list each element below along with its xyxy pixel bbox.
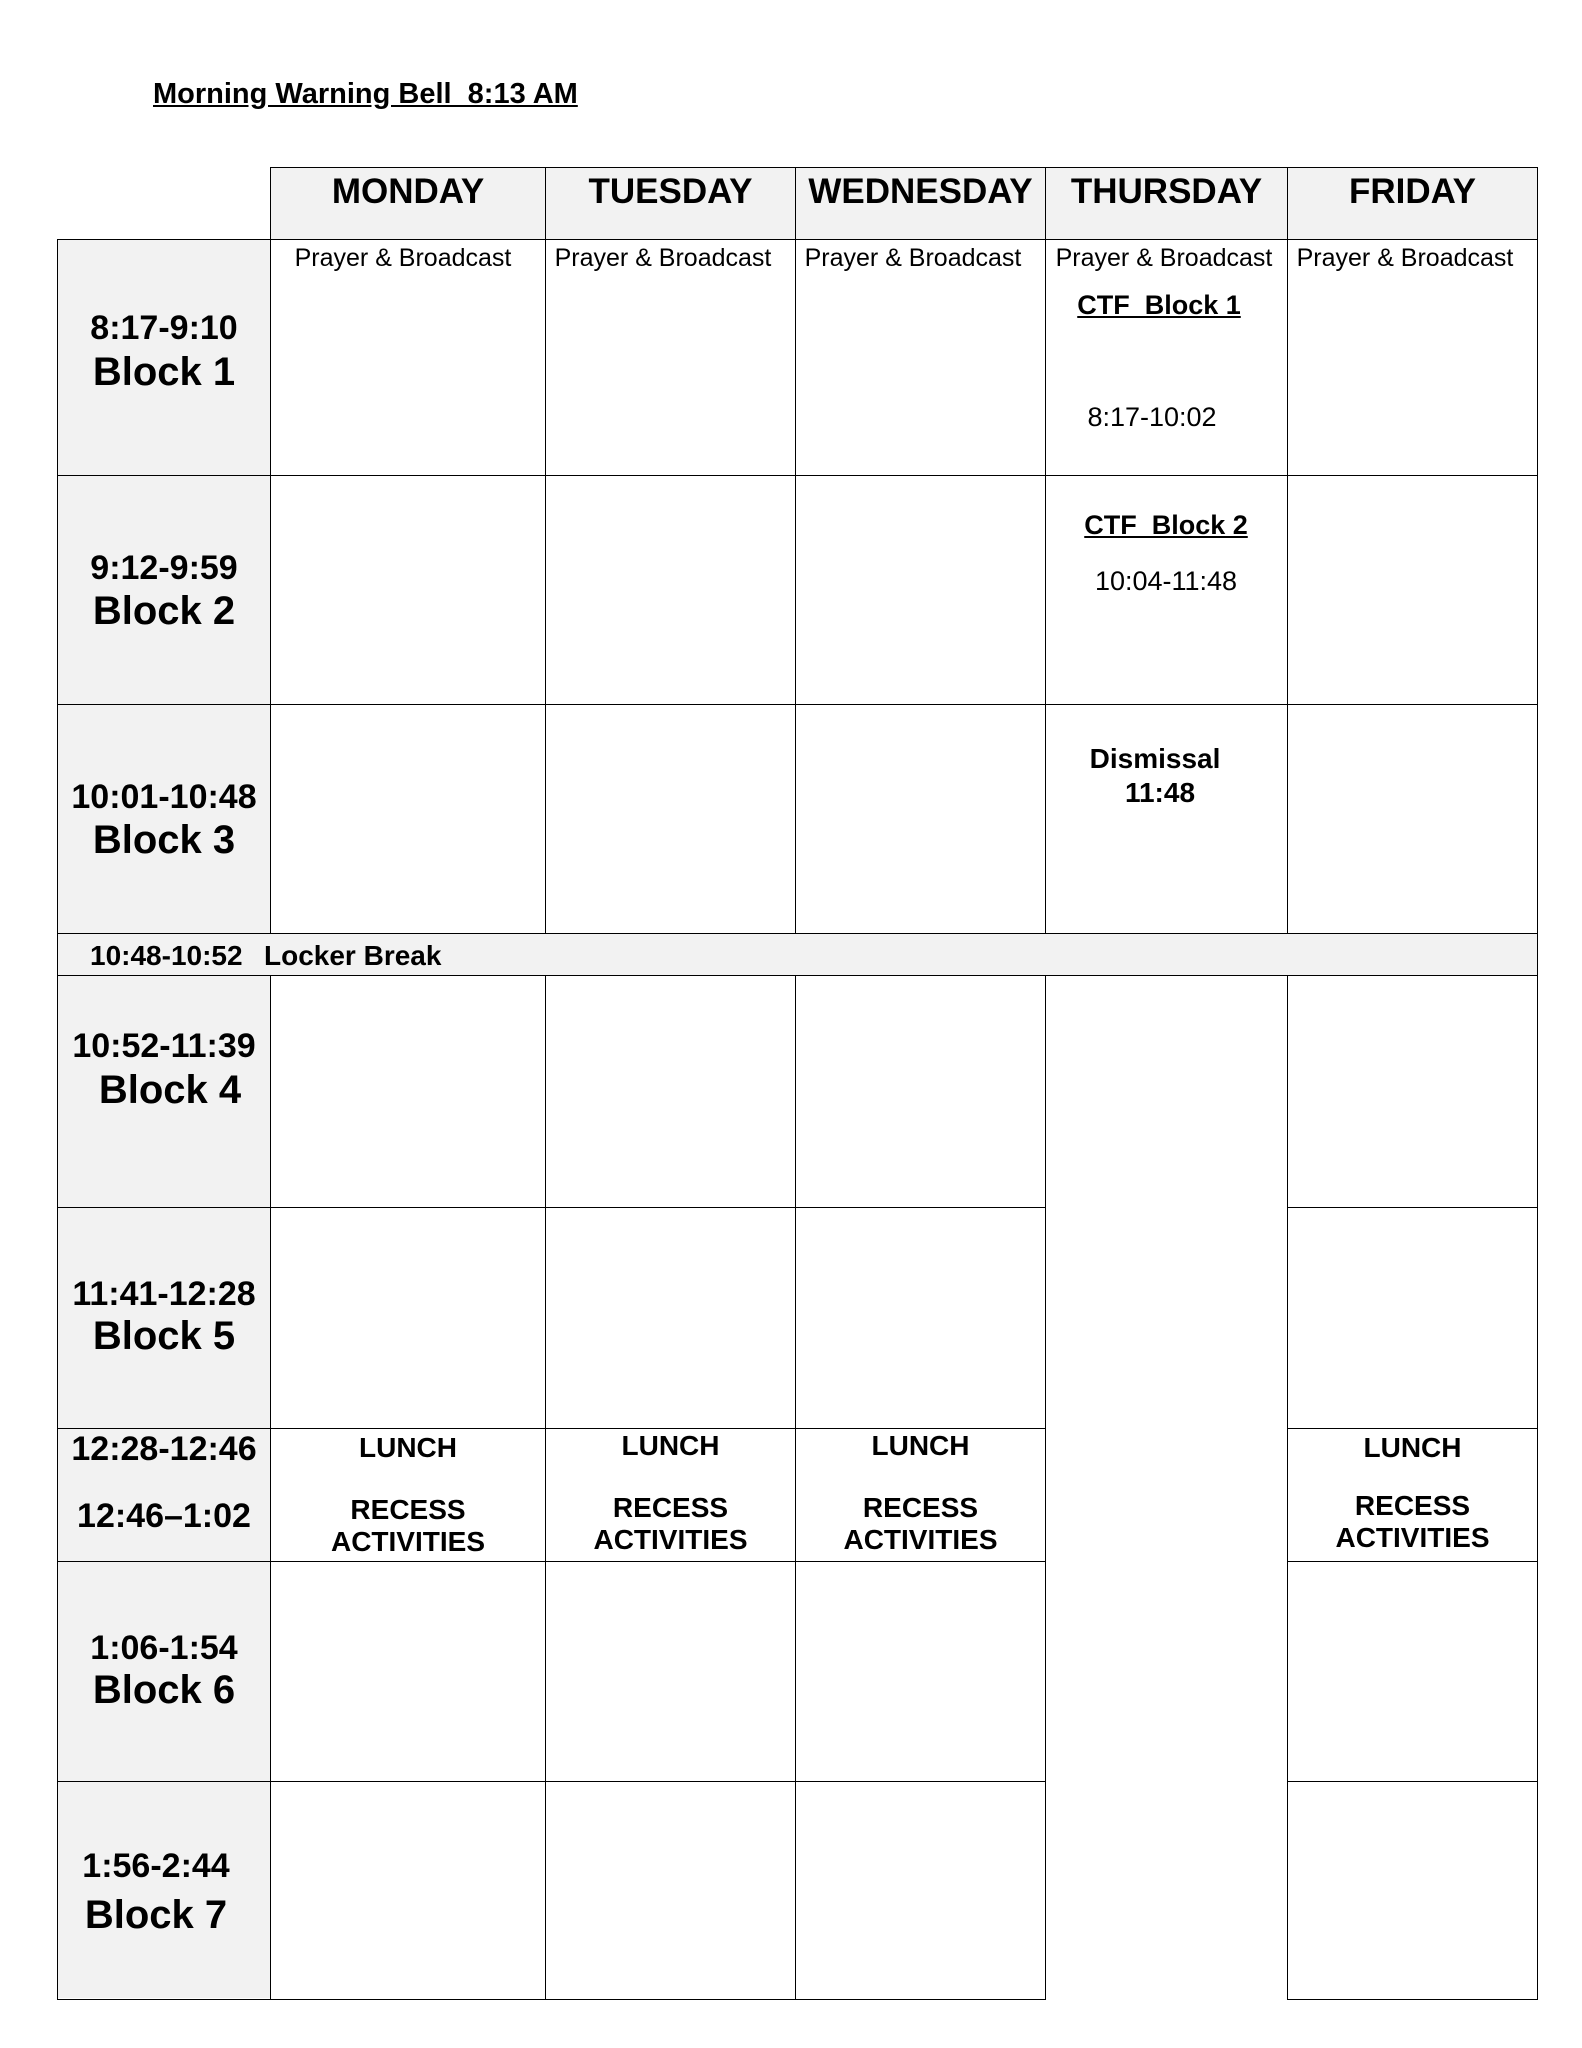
grid-line (57, 239, 58, 1999)
lunch-cell-tuesday (546, 1430, 795, 1556)
block2-time: 9:12-9:59 (90, 549, 238, 587)
activities-label: ACTIVITIES (843, 1524, 998, 1555)
grid-line (1045, 167, 1046, 933)
grid-line (1287, 1207, 1538, 1208)
block1-label: Block 1 (92, 350, 236, 394)
block4-label: Block 4 (98, 1068, 242, 1112)
grid-line (270, 167, 1538, 168)
thursday-ctf-block2-time: 10:04-11:48 (1094, 566, 1238, 596)
grid-line (545, 975, 546, 1999)
lunch-row-time-2: 12:46–1:02 (77, 1497, 251, 1535)
grid-line (57, 975, 1538, 976)
grid-line (57, 1999, 1046, 2000)
block2-label: Block 2 (92, 589, 236, 633)
grid-line (795, 167, 796, 933)
prayer-broadcast-tuesday: Prayer & Broadcast (554, 244, 772, 272)
prayer-broadcast-monday: Prayer & Broadcast (294, 244, 512, 272)
lunch-label: LUNCH (359, 1432, 457, 1463)
grid-line (57, 475, 1538, 476)
block3-label: Block 3 (92, 818, 236, 862)
lunch-label: LUNCH (871, 1430, 970, 1461)
day-header-tuesday: TUESDAY (588, 172, 753, 211)
grid-line (57, 1561, 1046, 1562)
block6-label: Block 6 (92, 1668, 236, 1712)
grid-line (1287, 975, 1288, 1999)
grid-line (545, 167, 546, 933)
recess-label: RECESS (350, 1494, 466, 1525)
block7-time: 1:56-2:44 (82, 1847, 230, 1885)
grid-line (57, 1207, 1046, 1208)
grid-line (270, 975, 271, 1999)
grid-line (270, 167, 271, 933)
grid-line (1045, 975, 1046, 1999)
day-header-wednesday: WEDNESDAY (808, 172, 1033, 211)
grid-line (1287, 1561, 1538, 1562)
lunch-cell-wednesday (796, 1430, 1045, 1556)
grid-line (57, 1428, 1046, 1429)
block5-label: Block 5 (92, 1314, 236, 1358)
grid-line (57, 704, 1538, 705)
lunch-label: LUNCH (1363, 1432, 1462, 1463)
lunch-label: LUNCH (621, 1430, 720, 1461)
lunch-cell-friday (1288, 1432, 1537, 1554)
recess-label: RECESS (1354, 1490, 1471, 1521)
thursday-ctf-block1: CTF Block 1 (1077, 290, 1241, 320)
thursday-ctf-block1-time: 8:17-10:02 (1087, 402, 1217, 432)
locker-break-time: 10:48-10:52 (90, 940, 243, 971)
thursday-dismissal (1046, 742, 1264, 810)
locker-break-label: Locker Break (264, 940, 442, 971)
activities-label: ACTIVITIES (593, 1524, 748, 1555)
day-header-monday: MONDAY (331, 172, 485, 211)
grid-line (1287, 1999, 1538, 2000)
grid-line (1287, 1781, 1538, 1782)
dismissal-time: 11:48 (1124, 777, 1196, 808)
day-header-thursday: THURSDAY (1070, 172, 1263, 211)
prayer-broadcast-friday: Prayer & Broadcast (1296, 244, 1514, 272)
recess-label: RECESS (612, 1492, 729, 1523)
grid-line (795, 975, 796, 1999)
prayer-broadcast-wednesday: Prayer & Broadcast (804, 244, 1022, 272)
prayer-broadcast-thursday: Prayer & Broadcast (1055, 244, 1273, 272)
grid-line (57, 1781, 1046, 1782)
grid-line (57, 239, 1538, 240)
grid-line (1287, 1428, 1538, 1429)
activities-label: ACTIVITIES (330, 1526, 485, 1557)
thursday-ctf-block2: CTF Block 2 (1084, 510, 1248, 540)
activities-label: ACTIVITIES (1335, 1522, 1490, 1553)
recess-label: RECESS (862, 1492, 979, 1523)
block7-label: Block 7 (84, 1893, 228, 1937)
block4-time: 10:52-11:39 (72, 1027, 256, 1065)
lunch-cell-monday (271, 1432, 545, 1558)
block5-time: 11:41-12:28 (72, 1275, 256, 1313)
grid-line (57, 933, 1538, 934)
dismissal-label: Dismissal (1089, 743, 1221, 774)
block6-time: 1:06-1:54 (90, 1629, 238, 1667)
time-column-shade (58, 240, 270, 1998)
day-header-friday: FRIDAY (1348, 172, 1477, 211)
lunch-row-time-1: 12:28-12:46 (71, 1430, 257, 1468)
morning-warning-bell-title: Morning Warning Bell 8:13 AM (153, 78, 578, 110)
block1-time: 8:17-9:10 (90, 309, 238, 347)
grid-line (1287, 167, 1288, 933)
grid-line (1537, 167, 1538, 1999)
block3-time: 10:01-10:48 (71, 778, 257, 816)
